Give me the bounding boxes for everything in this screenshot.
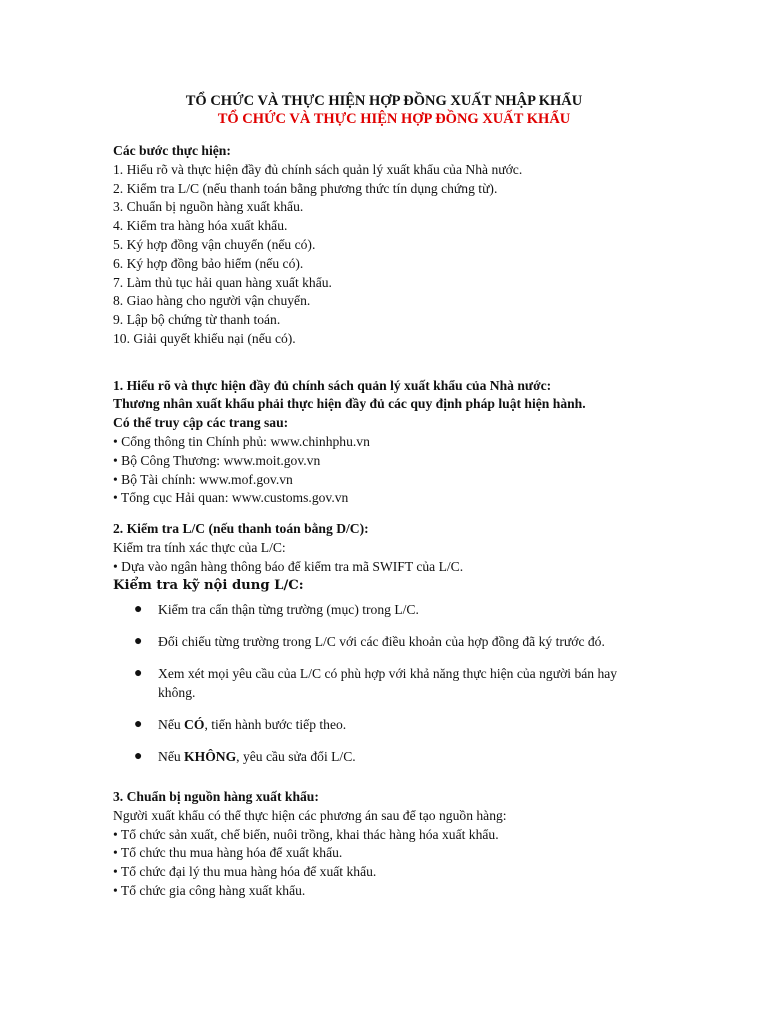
document-body: [113, 142, 653, 901]
source-option-item: • Tổ chức thu mua hàng hóa để xuất khẩu.: [113, 845, 343, 861]
website-item: • Cổng thông tin Chính phủ: www.chinhphu.vn: [113, 433, 370, 449]
step-item: 3. Chuẩn bị nguồn hàng xuất khẩu.: [113, 199, 304, 215]
step-item: 10. Giải quyết khiếu nại (nếu có).: [113, 330, 296, 346]
source-option-item: • Tổ chức gia công hàng xuất khẩu.: [113, 883, 306, 899]
website-item: • Bộ Tài chính: www.mof.gov.vn: [113, 471, 293, 487]
section2-content-label: Kiểm tra kỹ nội dung L/C:: [113, 577, 304, 593]
section1-access-label: Có thể truy cập các trang sau:: [113, 415, 289, 431]
section3-intro: Người xuất khẩu có thể thực hiện các phương án sau để tạo nguồn hàng:: [113, 807, 507, 823]
step-item: 1. Hiểu rõ và thực hiện đầy đủ chính sách quản lý xuất khẩu của Nhà nước.: [113, 161, 523, 177]
section2-heading: 2. Kiểm tra L/C (nếu thanh toán bằng D/C):: [113, 521, 369, 537]
steps-heading: Các bước thực hiện:: [113, 143, 231, 158]
step-item: 2. Kiểm tra L/C (nếu thanh toán bằng phương thức tín dụng chứng từ).: [113, 180, 498, 196]
step-item: 4. Kiểm tra hàng hóa xuất khẩu.: [113, 218, 288, 234]
source-option-item: • Tổ chức sản xuất, chế biến, nuôi trồng, khai thác hàng hóa xuất khẩu.: [113, 826, 499, 842]
spacer: [113, 349, 653, 368]
document-subtitle: TỔ CHỨC VÀ THỰC HIỆN HỢP ĐỒNG XUẤT KHẨU: [217, 111, 571, 127]
step-item: 5. Ký hợp đồng vận chuyển (nếu có).: [113, 236, 316, 252]
document-title: TỔ CHỨC VÀ THỰC HIỆN HỢP ĐỒNG XUẤT NHẬP KHẨU: [185, 93, 583, 109]
section2-swift-item: • Dựa vào ngân hàng thông báo để kiểm tra mã SWIFT của L/C.: [113, 558, 464, 574]
list-item: ● Nếu CÓ, tiến hành bước tiếp theo.: [158, 716, 653, 735]
section1-heading: 1. Hiểu rõ và thực hiện đầy đủ chính sách quản lý xuất khẩu của Nhà nước:: [113, 377, 552, 393]
section1-statement: Thương nhân xuất khẩu phải thực hiện đầy đủ các quy định pháp luật hiện hành.: [113, 396, 586, 412]
bullet-icon: ●: [134, 602, 143, 618]
website-item: • Tổng cục Hải quan: www.customs.gov.vn: [113, 490, 349, 506]
bullet-icon: ●: [134, 717, 143, 733]
section3-heading: 3. Chuẩn bị nguồn hàng xuất khẩu:: [113, 789, 319, 805]
spacer: [113, 368, 653, 377]
list-item: ● Xem xét mọi yêu cầu của L/C có phù hợp với khả năng thực hiện của người bán hay không.: [134, 666, 618, 701]
bullet-icon: ●: [134, 666, 143, 682]
lc-check-list: [113, 601, 653, 767]
list-item: ● Nếu KHÔNG, yêu cầu sửa đổi L/C.: [158, 748, 653, 767]
spacer: [113, 780, 653, 788]
source-option-item: • Tổ chức đại lý thu mua hàng hóa để xuất khẩu.: [113, 864, 377, 880]
step-item: 8. Giao hàng cho người vận chuyển.: [113, 293, 311, 309]
bullet-icon: ●: [134, 749, 143, 765]
step-item: 9. Lập bộ chứng từ thanh toán.: [113, 312, 281, 328]
section2-authenticity-label: Kiểm tra tính xác thực của L/C:: [113, 539, 286, 555]
step-item: 6. Ký hợp đồng bảo hiểm (nếu có).: [113, 255, 304, 271]
spacer: [113, 508, 653, 520]
step-item: 7. Làm thủ tục hải quan hàng xuất khẩu.: [113, 274, 332, 290]
list-item: ● Kiểm tra cẩn thận từng trường (mục) trong L/C.: [158, 601, 653, 620]
bullet-icon: ●: [134, 634, 143, 650]
website-item: • Bộ Công Thương: www.moit.gov.vn: [113, 452, 321, 468]
list-item: ● Đối chiếu từng trường trong L/C với các điều khoản của hợp đồng đã ký trước đó.: [158, 633, 653, 652]
